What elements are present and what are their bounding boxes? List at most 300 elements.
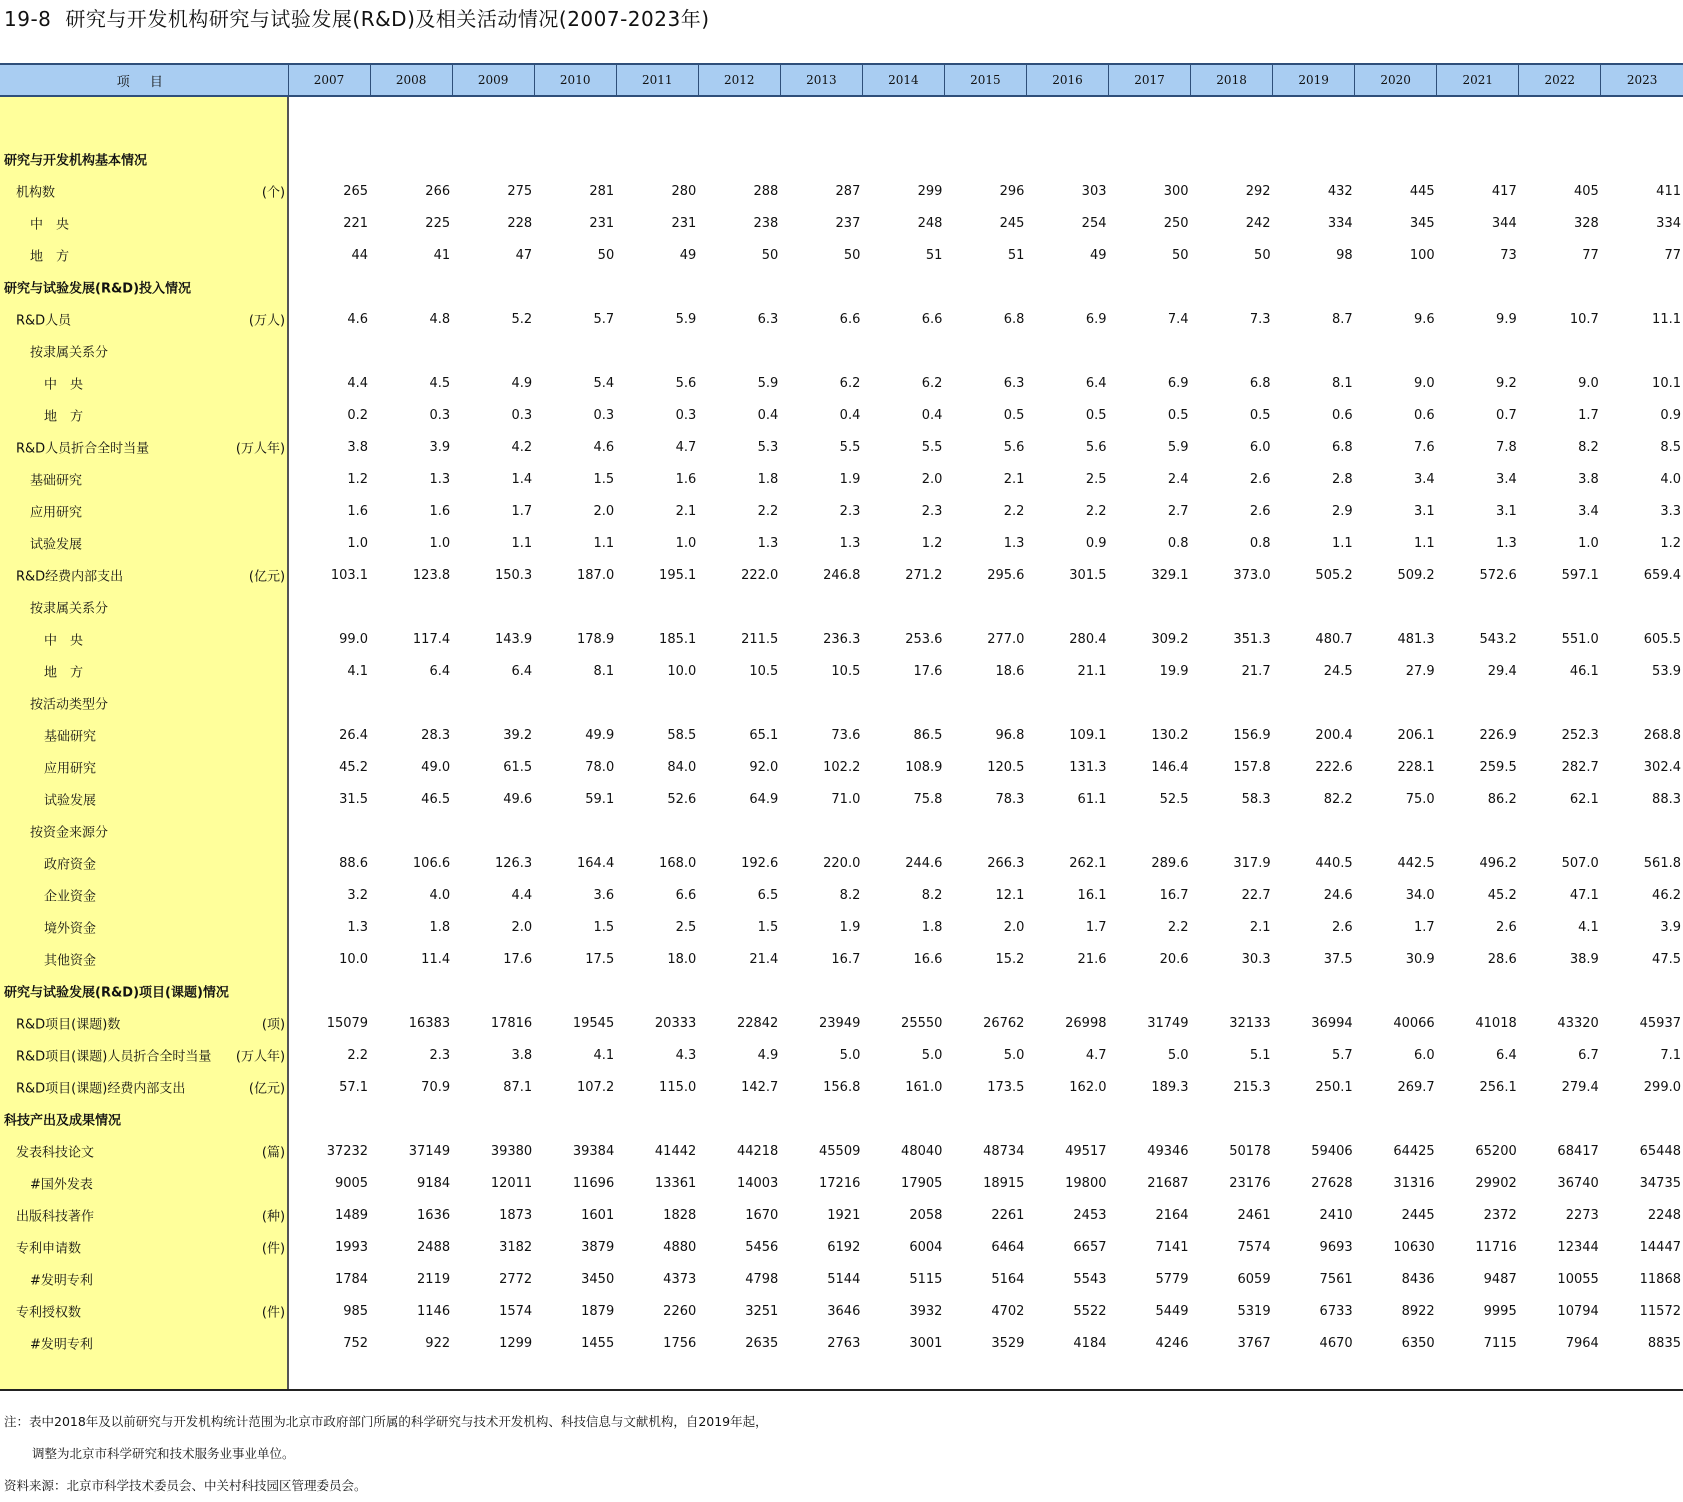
value-cell: 7141 <box>1155 1239 1189 1255</box>
value-cell: 252.3 <box>1561 727 1599 743</box>
row-label: 地 方 <box>44 665 84 681</box>
value-cell: 52.5 <box>1159 791 1189 807</box>
value-cell: 58.3 <box>1241 791 1271 807</box>
value-cell: 2.0 <box>921 471 943 487</box>
value-cell: 1670 <box>745 1207 779 1223</box>
value-cell: 30.9 <box>1405 951 1435 967</box>
row-label-cell <box>0 1103 288 1135</box>
value-cell: 45509 <box>819 1143 861 1159</box>
row-label: 科技产出及成果情况 <box>4 1113 122 1129</box>
value-cell: 46.2 <box>1652 887 1681 903</box>
value-cell <box>1273 975 1355 1007</box>
value-cell: 4.4 <box>347 375 369 391</box>
row-label-cell <box>0 687 288 719</box>
value-cell: 6.6 <box>839 311 861 327</box>
table-row <box>0 911 1683 943</box>
row-label: R&D项目(课题)人员折合全时当量 <box>16 1049 212 1065</box>
value-cell: 3529 <box>991 1335 1025 1351</box>
value-cell: 1.8 <box>757 471 779 487</box>
value-cell: 445 <box>1409 183 1435 199</box>
value-cell: 480.7 <box>1315 631 1353 647</box>
value-cell: 0.4 <box>839 407 861 423</box>
value-cell: 0.3 <box>675 407 697 423</box>
value-cell <box>780 815 862 847</box>
value-cell <box>1273 1103 1355 1135</box>
value-cell: 168.0 <box>659 855 697 871</box>
value-cell: 2772 <box>499 1271 533 1287</box>
value-cell: 17816 <box>490 1015 533 1031</box>
value-cell: 2.2 <box>757 503 779 519</box>
value-cell: 4.1 <box>1578 919 1599 935</box>
value-cell: 280 <box>671 183 697 199</box>
value-cell: 1993 <box>334 1239 369 1255</box>
value-cell: 41442 <box>654 1143 697 1159</box>
value-cell: 277.0 <box>987 631 1025 647</box>
value-cell: 254 <box>1081 215 1107 231</box>
table-row <box>0 1167 1683 1199</box>
value-cell <box>1109 687 1191 719</box>
value-cell: 71.0 <box>831 791 861 807</box>
value-cell: 49 <box>679 247 697 263</box>
value-cell: 123.8 <box>412 567 451 583</box>
value-cell: 250 <box>1163 215 1189 231</box>
value-cell: 5779 <box>1155 1271 1189 1287</box>
value-cell: 1.7 <box>1414 919 1435 935</box>
value-cell: 5115 <box>909 1271 943 1287</box>
value-cell: 543.2 <box>1479 631 1517 647</box>
value-cell: 75.0 <box>1405 791 1435 807</box>
value-cell <box>452 815 534 847</box>
value-cell: 61.5 <box>503 759 533 775</box>
value-cell: 5.6 <box>1085 439 1107 455</box>
value-cell: 102.2 <box>823 759 861 775</box>
value-cell <box>534 143 616 175</box>
year-header: 2018 <box>1191 64 1273 96</box>
value-cell <box>534 591 616 623</box>
value-cell: 1873 <box>499 1207 533 1223</box>
value-cell: 3.9 <box>429 439 451 455</box>
value-cell: 24.6 <box>1323 887 1353 903</box>
row-label-cell <box>0 175 288 207</box>
value-cell: 299.0 <box>1643 1079 1681 1095</box>
value-cell: 5.7 <box>593 311 615 327</box>
value-cell: 161.0 <box>905 1079 943 1095</box>
value-cell: 0.5 <box>1167 407 1189 423</box>
section-row <box>0 143 1683 175</box>
value-cell: 6.9 <box>1167 375 1189 391</box>
header-row <box>0 64 1683 96</box>
value-cell: 12.1 <box>995 887 1025 903</box>
value-cell: 6.8 <box>1003 311 1025 327</box>
value-cell: 16.1 <box>1077 887 1107 903</box>
value-cell: 1.3 <box>1496 535 1517 551</box>
row-label: 其他资金 <box>44 953 97 969</box>
value-cell: 317.9 <box>1233 855 1271 871</box>
value-cell: 496.2 <box>1479 855 1517 871</box>
value-cell: 28.6 <box>1487 951 1517 967</box>
row-label: 试验发展 <box>44 793 97 809</box>
table-row <box>0 303 1683 335</box>
row-unit: (个) <box>261 185 286 201</box>
value-cell: 65448 <box>1639 1143 1681 1159</box>
value-cell: 1.5 <box>593 471 615 487</box>
value-cell: 5.9 <box>675 311 697 327</box>
value-cell <box>1026 687 1108 719</box>
value-cell: 334 <box>1656 215 1681 231</box>
value-cell: 3182 <box>499 1239 533 1255</box>
value-cell: 120.5 <box>987 759 1025 775</box>
value-cell: 10630 <box>1393 1239 1435 1255</box>
row-label: 企业资金 <box>44 889 97 905</box>
value-cell: 9487 <box>1483 1271 1517 1287</box>
value-cell: 5.0 <box>839 1047 861 1063</box>
row-label-cell <box>0 143 288 175</box>
row-label: #发明专利 <box>30 1273 93 1289</box>
value-cell: 271.2 <box>905 567 943 583</box>
value-cell: 45.2 <box>339 759 369 775</box>
value-cell: 6350 <box>1401 1335 1435 1351</box>
value-cell: 351.3 <box>1233 631 1271 647</box>
table-row <box>0 719 1683 751</box>
value-cell: 49346 <box>1147 1143 1189 1159</box>
value-cell: 25550 <box>901 1015 943 1031</box>
table-row <box>0 655 1683 687</box>
value-cell <box>944 591 1026 623</box>
value-cell: 7.4 <box>1167 311 1189 327</box>
value-cell <box>452 143 534 175</box>
value-cell: 5144 <box>827 1271 861 1287</box>
value-cell: 4.1 <box>593 1047 615 1063</box>
row-label-cell <box>0 1039 288 1071</box>
value-cell <box>1191 271 1273 303</box>
value-cell <box>288 975 370 1007</box>
value-cell: 3.2 <box>347 887 369 903</box>
value-cell: 9184 <box>417 1175 451 1191</box>
value-cell <box>1273 815 1355 847</box>
value-cell <box>370 271 452 303</box>
value-cell <box>1273 335 1355 367</box>
value-cell: 328 <box>1573 215 1599 231</box>
value-cell: 1.7 <box>1085 919 1107 935</box>
value-cell <box>370 975 452 1007</box>
value-cell: 2.9 <box>1331 503 1353 519</box>
value-cell: 0.5 <box>1003 407 1025 423</box>
value-cell: 1.6 <box>429 503 451 519</box>
value-cell: 48040 <box>901 1143 943 1159</box>
value-cell: 279.4 <box>1561 1079 1599 1095</box>
value-cell: 5.9 <box>757 375 779 391</box>
table-row <box>0 175 1683 207</box>
value-cell <box>1273 271 1355 303</box>
value-cell: 77 <box>1664 247 1681 263</box>
value-cell: 5522 <box>1073 1303 1107 1319</box>
value-cell: 2.5 <box>675 919 697 935</box>
value-cell: 2119 <box>417 1271 451 1287</box>
value-cell: 45937 <box>1639 1015 1681 1031</box>
page-title <box>4 6 710 32</box>
value-cell <box>1519 975 1601 1007</box>
value-cell: 11696 <box>572 1175 615 1191</box>
value-cell: 64425 <box>1393 1143 1435 1159</box>
value-cell <box>452 975 534 1007</box>
row-label: R&D项目(课题)数 <box>16 1017 121 1033</box>
value-cell <box>698 687 780 719</box>
value-cell: 1.3 <box>839 535 861 551</box>
value-cell <box>1109 1103 1191 1135</box>
value-cell: 17.6 <box>913 663 943 679</box>
row-label-cell <box>0 847 288 879</box>
value-cell <box>1437 687 1519 719</box>
value-cell: 282.7 <box>1561 759 1599 775</box>
value-cell: 3.8 <box>511 1047 533 1063</box>
value-cell: 39.2 <box>503 727 533 743</box>
value-cell: 1.5 <box>593 919 615 935</box>
value-cell: 2488 <box>417 1239 451 1255</box>
value-cell: 10.0 <box>339 951 369 967</box>
value-cell: 16383 <box>408 1015 451 1031</box>
value-cell: 2461 <box>1237 1207 1271 1223</box>
value-cell: 3.6 <box>593 887 615 903</box>
value-cell <box>1355 815 1437 847</box>
value-cell: 164.4 <box>577 855 615 871</box>
row-label: 研究与开发机构基本情况 <box>4 153 148 169</box>
row-label: 出版科技著作 <box>16 1209 95 1225</box>
table-row <box>0 687 1683 719</box>
value-cell: 21.1 <box>1077 663 1107 679</box>
value-cell: 226.9 <box>1479 727 1517 743</box>
value-cell <box>780 271 862 303</box>
table-row <box>0 207 1683 239</box>
table-row <box>0 847 1683 879</box>
value-cell: 280.4 <box>1069 631 1107 647</box>
value-cell: 303 <box>1081 183 1107 199</box>
value-cell: 2.7 <box>1167 503 1189 519</box>
value-cell: 50 <box>843 247 861 263</box>
value-cell <box>1273 143 1355 175</box>
value-cell: 1574 <box>499 1303 533 1319</box>
table-row <box>0 1135 1683 1167</box>
value-cell: 3.1 <box>1414 503 1435 519</box>
value-cell <box>862 271 944 303</box>
value-cell: 6192 <box>827 1239 861 1255</box>
value-cell: 48734 <box>983 1143 1025 1159</box>
row-label-cell <box>0 783 288 815</box>
value-cell <box>452 687 534 719</box>
row-label-cell <box>0 367 288 399</box>
value-cell: 1.8 <box>921 919 943 935</box>
value-cell: 4.4 <box>511 887 533 903</box>
table-row <box>0 559 1683 591</box>
value-cell <box>1109 143 1191 175</box>
value-cell: 0.2 <box>347 407 369 423</box>
value-cell <box>616 815 698 847</box>
value-cell: 7.8 <box>1496 439 1517 455</box>
value-cell: 6.8 <box>1331 439 1353 455</box>
value-cell: 21.6 <box>1077 951 1107 967</box>
value-cell: 27628 <box>1311 1175 1353 1191</box>
spacer-row <box>0 96 1683 143</box>
value-cell: 88.3 <box>1652 791 1681 807</box>
row-unit: (万人) <box>248 313 286 329</box>
value-cell: 115.0 <box>659 1079 697 1095</box>
value-cell: 2.2 <box>1167 919 1189 935</box>
value-cell: 659.4 <box>1643 567 1681 583</box>
value-cell: 2.2 <box>1003 503 1025 519</box>
value-cell: 1.3 <box>429 471 451 487</box>
value-cell: 40066 <box>1393 1015 1435 1031</box>
value-cell: 10055 <box>1557 1271 1599 1287</box>
value-cell <box>1026 143 1108 175</box>
value-cell: 49.9 <box>585 727 615 743</box>
value-cell: 3.8 <box>347 439 369 455</box>
value-cell: 50 <box>761 247 779 263</box>
value-cell: 2.4 <box>1167 471 1189 487</box>
value-cell: 4184 <box>1073 1335 1107 1351</box>
value-cell: 561.8 <box>1643 855 1681 871</box>
value-cell <box>698 335 780 367</box>
value-cell: 51 <box>925 247 943 263</box>
value-cell: 68417 <box>1557 1143 1599 1159</box>
value-cell <box>1355 975 1437 1007</box>
value-cell: 70.9 <box>421 1079 451 1095</box>
value-cell <box>370 815 452 847</box>
value-cell: 2445 <box>1401 1207 1435 1223</box>
value-cell: 4.6 <box>347 311 369 327</box>
value-cell: 509.2 <box>1397 567 1435 583</box>
value-cell: 126.3 <box>494 855 533 871</box>
row-label-cell <box>0 1135 288 1167</box>
value-cell: 7561 <box>1319 1271 1353 1287</box>
value-cell <box>862 591 944 623</box>
value-cell <box>1191 687 1273 719</box>
value-cell <box>370 687 452 719</box>
row-label: 按资金来源分 <box>30 825 109 841</box>
value-cell: 43320 <box>1557 1015 1599 1031</box>
value-cell: 10.5 <box>831 663 861 679</box>
value-cell: 5449 <box>1155 1303 1189 1319</box>
value-cell: 23949 <box>819 1015 861 1031</box>
value-cell: 0.7 <box>1496 407 1517 423</box>
year-header: 2010 <box>534 64 616 96</box>
value-cell: 20.6 <box>1159 951 1189 967</box>
value-cell <box>370 335 452 367</box>
year-header: 2009 <box>452 64 534 96</box>
value-cell: 287 <box>835 183 861 199</box>
row-label: 试验发展 <box>30 537 83 553</box>
row-label-cell <box>0 1295 288 1327</box>
value-cell <box>616 975 698 1007</box>
value-cell: 156.9 <box>1233 727 1271 743</box>
value-cell <box>1191 1103 1273 1135</box>
value-cell: 245 <box>999 215 1025 231</box>
value-cell: 4.7 <box>675 439 697 455</box>
value-cell: 5.7 <box>1331 1047 1353 1063</box>
row-label-cell <box>0 975 288 1007</box>
value-cell: 17.5 <box>585 951 615 967</box>
value-cell: 1.9 <box>839 471 861 487</box>
value-cell: 0.3 <box>429 407 451 423</box>
row-label-cell <box>0 623 288 655</box>
value-cell <box>1437 271 1519 303</box>
value-cell <box>1355 687 1437 719</box>
value-cell: 99.0 <box>339 631 369 647</box>
value-cell: 2.6 <box>1496 919 1517 935</box>
value-cell: 2.0 <box>511 919 533 935</box>
value-cell: 31.5 <box>339 791 369 807</box>
row-label-cell <box>0 879 288 911</box>
value-cell: 344 <box>1491 215 1517 231</box>
value-cell: 5.1 <box>1249 1047 1271 1063</box>
value-cell: 173.5 <box>987 1079 1025 1095</box>
row-unit: (亿元) <box>248 569 286 585</box>
value-cell: 106.6 <box>412 855 451 871</box>
value-cell: 5164 <box>991 1271 1025 1287</box>
value-cell <box>1026 1103 1108 1135</box>
value-cell: 1.0 <box>347 535 369 551</box>
value-cell: 12011 <box>490 1175 533 1191</box>
value-cell: 1879 <box>581 1303 615 1319</box>
value-cell <box>780 591 862 623</box>
value-cell <box>698 975 780 1007</box>
value-cell: 505.2 <box>1315 567 1353 583</box>
value-cell <box>862 975 944 1007</box>
value-cell: 1.7 <box>1578 407 1599 423</box>
value-cell <box>1519 335 1601 367</box>
value-cell: 10.5 <box>749 663 779 679</box>
year-header: 2016 <box>1026 64 1108 96</box>
value-cell: 5456 <box>745 1239 779 1255</box>
value-cell: 52.6 <box>667 791 697 807</box>
value-cell: 17.6 <box>503 951 533 967</box>
value-cell: 1.1 <box>593 535 615 551</box>
value-cell: 31749 <box>1147 1015 1189 1031</box>
value-cell: 4880 <box>663 1239 697 1255</box>
value-cell: 5.9 <box>1167 439 1189 455</box>
value-cell <box>1109 335 1191 367</box>
value-cell: 8.7 <box>1331 311 1353 327</box>
table-row <box>0 623 1683 655</box>
value-cell: 1.8 <box>429 919 451 935</box>
row-label-cell <box>0 495 288 527</box>
row-label-cell <box>0 271 288 303</box>
value-cell <box>452 1103 534 1135</box>
value-cell: 12344 <box>1557 1239 1599 1255</box>
value-cell: 9.2 <box>1496 375 1517 391</box>
row-label-cell <box>0 431 288 463</box>
value-cell: 2248 <box>1647 1207 1681 1223</box>
value-cell: 0.4 <box>757 407 779 423</box>
value-cell: 0.6 <box>1331 407 1353 423</box>
value-cell: 1.2 <box>347 471 369 487</box>
value-cell: 248 <box>917 215 943 231</box>
value-cell: 10794 <box>1557 1303 1599 1319</box>
value-cell: 7574 <box>1237 1239 1271 1255</box>
value-cell: 84.0 <box>667 759 697 775</box>
value-cell: 215.3 <box>1233 1079 1271 1095</box>
value-cell: 4246 <box>1155 1335 1189 1351</box>
value-cell: 6.7 <box>1578 1047 1599 1063</box>
value-cell: 8.1 <box>593 663 615 679</box>
value-cell: 228 <box>507 215 533 231</box>
value-cell: 6464 <box>991 1239 1025 1255</box>
value-cell: 18915 <box>983 1175 1025 1191</box>
value-cell <box>1026 975 1108 1007</box>
value-cell: 4.0 <box>429 887 451 903</box>
row-label-cell <box>0 1263 288 1295</box>
row-label: 境外资金 <box>44 921 97 937</box>
table-title: 研究与开发机构研究与试验发展(R&D)及相关活动情况(2007-2023年) <box>65 7 710 31</box>
row-label-cell <box>0 719 288 751</box>
